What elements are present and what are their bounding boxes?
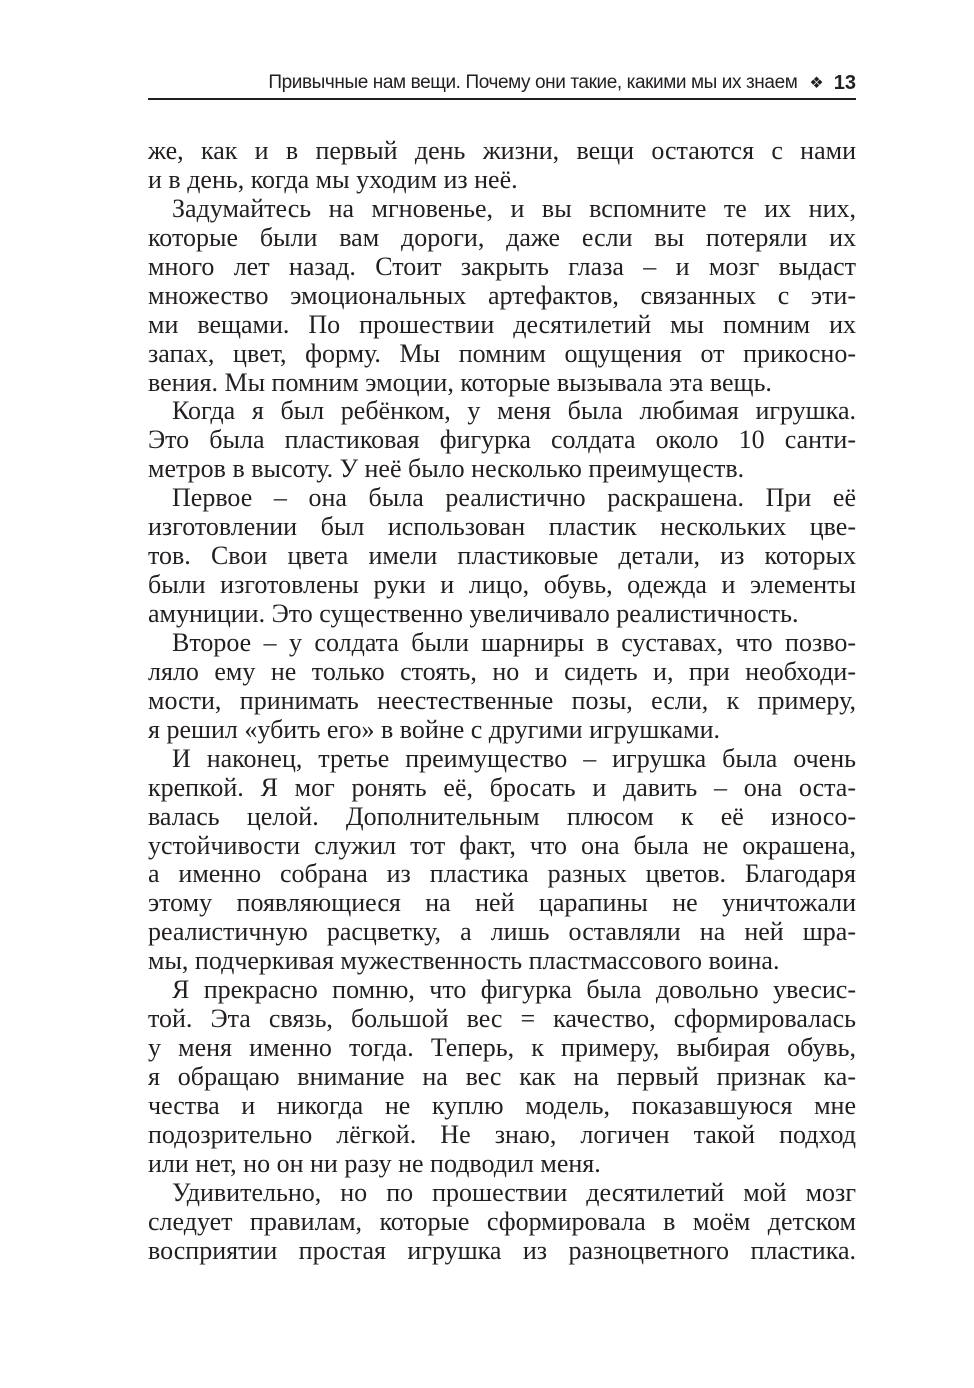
text-line: а именно собрана из пластика разных цветов. Благодаря xyxy=(148,859,856,889)
text-line: следует правилам, которые сформировала в моём детском xyxy=(148,1206,856,1236)
text-line: запах, цвет, форму. Мы помним ощущения от прикосно- xyxy=(148,338,856,368)
text-line: Первое – она была реалистично раскрашена. При её xyxy=(172,483,856,513)
text-line: той. Эта связь, большой вес = качество, сформировалась xyxy=(148,1004,856,1034)
text-line: вения. Мы помним эмоции, которые вызывала эта вещь. xyxy=(148,367,772,397)
text-line: я решил «убить его» в войне с другими игрушками. xyxy=(148,714,720,744)
text-line: мы, подчеркивая мужественность пластмассового воина. xyxy=(148,946,780,976)
text-line: Когда я был ребёнком, у меня была любимая игрушка. xyxy=(172,396,856,426)
paragraph xyxy=(148,397,856,484)
running-header xyxy=(148,68,856,100)
text-line: тов. Свои цвета имели пластиковые детали, из которых xyxy=(148,541,856,571)
paragraph xyxy=(148,1179,856,1266)
text-line: я обращаю внимание на вес как на первый признак ка- xyxy=(148,1062,856,1091)
paragraph xyxy=(148,484,856,629)
text-line: Задумайтесь на мгновенье, и вы вспомните те их них, xyxy=(172,193,856,223)
text-line: восприятии простая игрушка из разноцветного пластика. xyxy=(148,1235,856,1265)
text-line: чества и никогда не куплю модель, показавшуюся мне xyxy=(148,1090,856,1120)
text-line: множество эмоциональных артефактов, связанных с эти- xyxy=(148,280,856,310)
text-line: были изготовлены руки и лицо, обувь, одежда и элементы xyxy=(148,570,856,600)
text-line: изготовлении был использован пластик нескольких цве- xyxy=(148,512,856,542)
paragraph xyxy=(148,195,856,398)
text-line: устойчивости служил тот факт, что она была не окрашена, xyxy=(148,830,856,860)
text-line: крепкой. Я мог ронять её, бросать и давить – она оста- xyxy=(148,772,856,802)
text-line: реалистичную расцветку, а лишь оставляли на ней шра- xyxy=(148,917,856,947)
text-line: ми вещами. По прошествии десятилетий мы помним их xyxy=(148,309,856,339)
running-title: Привычные нам вещи. Почему они такие, какими мы их знаем xyxy=(268,72,798,93)
text-line: этому появляющиеся на ней царапины не уничтожали xyxy=(148,888,856,918)
text-line: у меня именно тогда. Теперь, к примеру, выбирая обувь, xyxy=(148,1033,856,1063)
text-line: которые были вам дороги, даже если вы потеряли их xyxy=(148,222,856,252)
ornament-icon: ❖ xyxy=(809,75,824,92)
text-line: же, как и в первый день жизни, вещи остаются с нами xyxy=(148,136,856,165)
text-line: валась целой. Дополнительным плюсом к её износо- xyxy=(148,801,856,831)
paragraph xyxy=(148,137,856,195)
paragraph xyxy=(148,629,856,745)
text-line: много лет назад. Стоит закрыть глаза – и мозг выдаст xyxy=(148,251,856,281)
text-line: Второе – у солдата были шарниры в суставах, что позво- xyxy=(172,627,856,657)
text-line: подозрительно лёгкой. Не знаю, логичен такой подход xyxy=(148,1119,856,1149)
text-line: метров в высоту. У неё было несколько преимуществ. xyxy=(148,454,745,484)
text-line: мости, принимать неестественные позы, если, к примеру, xyxy=(148,685,856,715)
text-line: Я прекрасно помню, что фигурка была довольно увесис- xyxy=(172,975,856,1005)
text-line: Удивительно, но по прошествии десятилетий мой мозг xyxy=(172,1177,856,1207)
text-line: Это была пластиковая фигурка солдата около 10 санти- xyxy=(148,425,856,455)
text-line: ляло ему не только стоять, но и сидеть и, при необходи- xyxy=(148,656,856,686)
text-line: и в день, когда мы уходим из неё. xyxy=(148,164,518,194)
text-line: или нет, но он ни разу не подводил меня. xyxy=(148,1148,601,1178)
paragraph xyxy=(148,976,856,1179)
text-line: амуниции. Это существенно увеличивало реалистичность. xyxy=(148,599,799,628)
page-number: 13 xyxy=(833,71,856,94)
text-line: И наконец, третье преимущество – игрушка была очень xyxy=(172,743,856,773)
body-text xyxy=(148,137,856,1266)
paragraph xyxy=(148,745,856,977)
